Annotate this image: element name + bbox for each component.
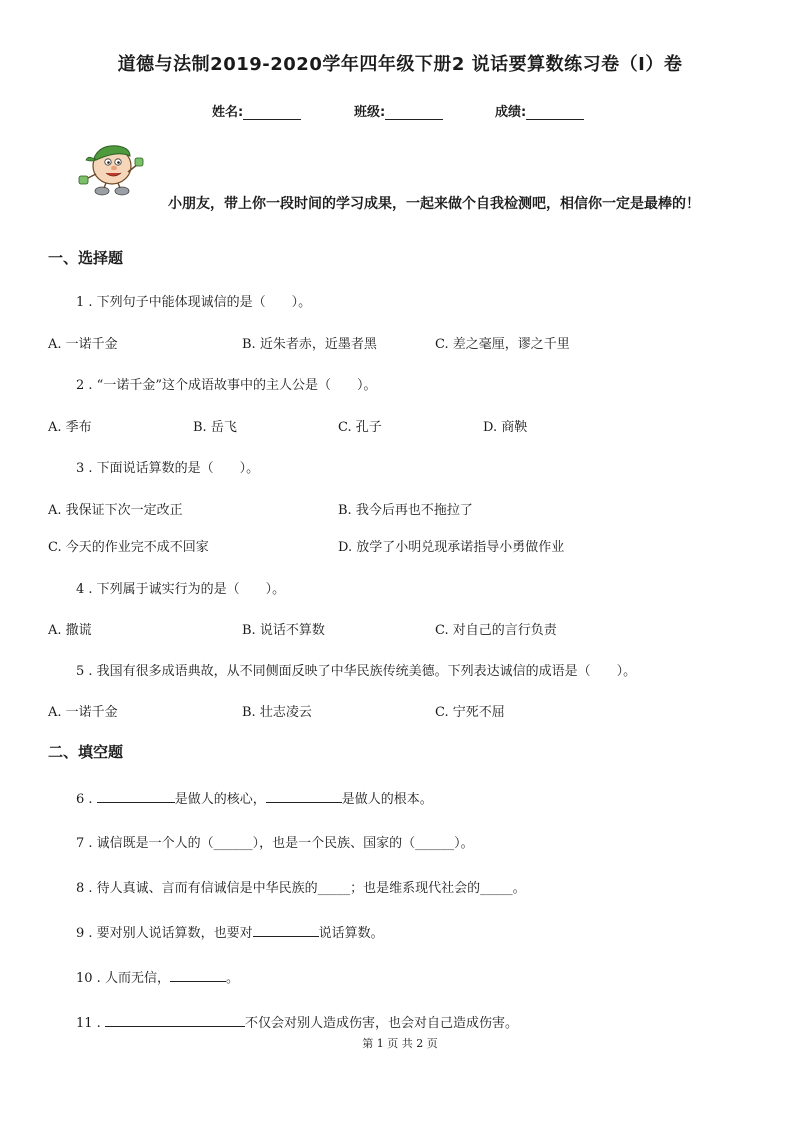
section-fill-heading: 二、填空题 [48,743,124,761]
q5-option-c[interactable]: C. 宁死不屈 [435,705,505,720]
q6-number: 6 . [76,792,93,807]
q2-option-a[interactable]: A. 季布 [48,420,92,435]
greeting-text: 小朋友，带上你一段时间的学习成果，一起来做个自我检测吧，相信你一定是最棒的！ [168,196,700,212]
q9-blank[interactable] [253,923,319,937]
name-label: 姓名: [212,105,244,120]
mascot-illustration [78,140,144,198]
question-10 [76,967,239,986]
q10-text-1: 10 . 人而无信， [76,971,170,986]
question-4-stem: 4 . 下列属于诚实行为的是（ ）。 [76,582,286,597]
question-2-stem: 2 . “一诺千金”这个成语故事中的主人公是（ ）。 [76,378,377,393]
q9-text-1: 9 . 要对别人说话算数，也要对 [76,926,253,941]
class-field[interactable] [354,101,443,120]
q6-text-2: 是做人的根本。 [341,792,433,807]
q3-option-b[interactable]: B. 我今后再也不拖拉了 [338,503,473,518]
class-blank[interactable] [385,105,443,120]
q5-option-b[interactable]: B. 壮志凌云 [242,705,312,720]
name-field[interactable] [212,101,301,120]
q1-option-a[interactable]: A. 一诺千金 [48,337,118,352]
q6-blank-1[interactable] [97,789,175,803]
q2-option-c[interactable]: C. 孔子 [338,420,382,435]
q6-blank-2[interactable] [266,789,342,803]
class-label: 班级: [354,105,386,120]
q3-option-c[interactable]: C. 今天的作业完不成不回家 [48,540,209,555]
score-field[interactable] [495,101,584,120]
q4-option-c[interactable]: C. 对自己的言行负责 [435,623,557,638]
q4-option-b[interactable]: B. 说话不算数 [242,623,325,638]
q6-text-1: 是做人的核心， [174,792,266,807]
question-11 [76,1012,518,1031]
question-5-stem: 5 . 我国有很多成语典故，从不同侧面反映了中华民族传统美德。下列表达诚信的成语是（ ）。 [76,664,637,679]
q4-option-a[interactable]: A. 撒谎 [48,623,92,638]
question-9 [76,922,384,941]
q1-option-c[interactable]: C. 差之毫厘，谬之千里 [435,337,570,352]
question-1-stem: 1 . 下列句子中能体现诚信的是（ ）。 [76,295,312,310]
q2-option-b[interactable]: B. 岳飞 [193,420,237,435]
section-choice-heading: 一、选择题 [48,249,124,267]
name-blank[interactable] [243,105,301,120]
q3-option-d[interactable]: D. 放学了小明兑现承诺指导小勇做作业 [338,540,565,555]
q11-text: 不仅会对别人造成伤害，也会对自己造成伤害。 [244,1016,518,1031]
score-label: 成绩: [495,105,527,120]
page-title: 道德与法制2019-2020学年四年级下册2 说话要算数练习卷（I）卷 [117,54,683,75]
question-7: 7 . 诚信既是一个人的（______），也是一个民族、国家的（______）。 [76,836,474,851]
question-8: 8 . 待人真诚、言而有信诚信是中华民族的_____；也是维系现代社会的_____。 [76,881,526,896]
q9-text-2: 说话算数。 [318,926,384,941]
page-footer: 第 1 页 共 2 页 [362,1037,438,1050]
q1-option-b[interactable]: B. 近朱者赤，近墨者黑 [242,337,377,352]
score-blank[interactable] [526,105,584,120]
q10-text-2: 。 [225,971,239,986]
q10-blank[interactable] [170,968,226,982]
question-3-stem: 3 . 下面说话算数的是（ ）。 [76,461,260,476]
question-6 [76,788,433,807]
q2-option-d[interactable]: D. 商鞅 [483,420,528,435]
q11-blank[interactable] [105,1013,245,1027]
q5-option-a[interactable]: A. 一诺千金 [48,705,118,720]
q11-number: 11 . [76,1016,101,1031]
q3-option-a[interactable]: A. 我保证下次一定改正 [48,503,183,518]
